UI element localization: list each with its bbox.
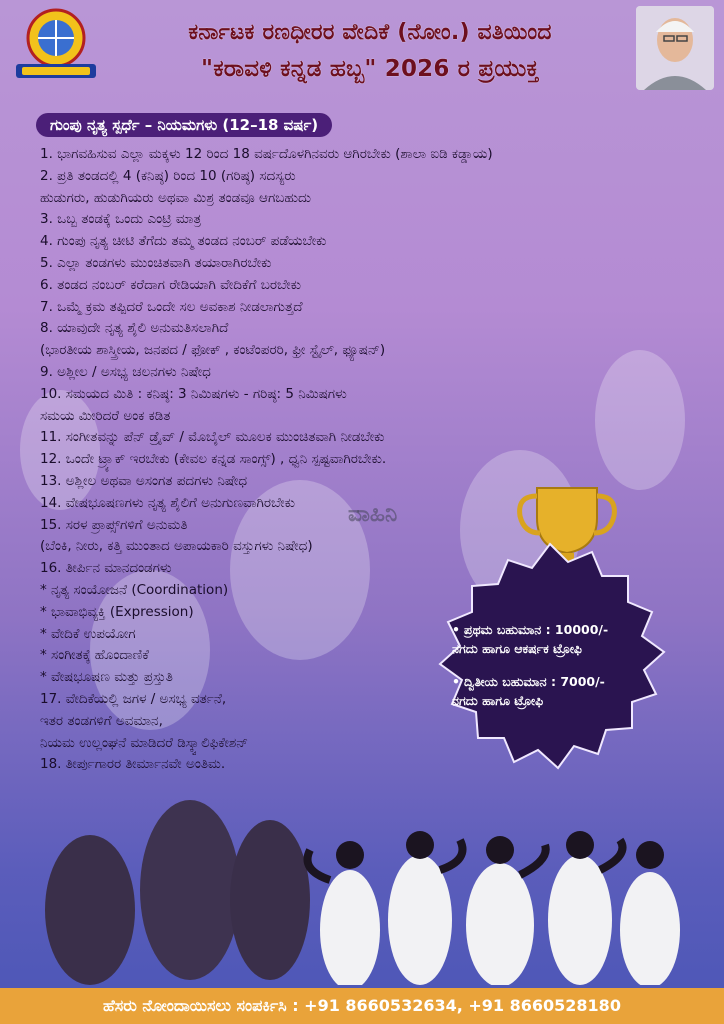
rule-item: ಇತರ ತಂಡಗಳಿಗೆ ಅವಮಾನ, xyxy=(40,712,163,729)
rules-section-heading: ಗುಂಪು ನೃತ್ಯ ಸ್ಪರ್ಧೆ – ನಿಯಮಗಳು (12–18 ವರ್ಷ) xyxy=(36,113,332,137)
rule-item: 4. ಗುಂಪು ನೃತ್ಯ ಚೀಟಿ ತೆಗೆದು ತಮ್ಮ ತಂಡದ ನಂಬರ್ ಪಡೆಯಬೇಕು xyxy=(40,233,327,250)
rule-item: 5. ಎಲ್ಲಾ ತಂಡಗಳು ಮುಂಚಿತವಾಗಿ ತಯಾರಾಗಿರಬೇಕು xyxy=(40,254,272,271)
rule-item: ನಿಯಮ ಉಲ್ಲಂಘನೆ ಮಾಡಿದರೆ ಡಿಸ್ಕ್ವಾಲಿಫಿಕೇಶನ್ xyxy=(40,734,249,751)
rule-item: ಹುಡುಗರು, ಹುಡುಗಿಯರು ಅಥವಾ ಮಿಶ್ರ ತಂಡವೂ ಆಗಬಹುದು xyxy=(40,189,312,206)
rule-item: 17. ವೇದಿಕೆಯಲ್ಲಿ ಜಗಳ / ಅಸಭ್ಯ ವರ್ತನೆ, xyxy=(40,690,227,707)
portrait-photo xyxy=(636,6,714,90)
second-prize-amount: ದ್ವಿತೀಯ ಬಹುಮಾನ : 7000/- xyxy=(464,674,605,689)
rule-item: 18. ತೀರ್ಪುಗಾರರ ತೀರ್ಮಾನವೇ ಅಂತಿಮ. xyxy=(40,756,226,773)
rule-item: 15. ಸರಳ ಪ್ರಾಪ್ಸ್‌ಗಳಿಗೆ ಅನುಮತಿ xyxy=(40,516,188,533)
second-prize-description: ನಗದು ಹಾಗೂ ಟ್ರೋಫಿ xyxy=(452,693,544,708)
rule-item: 2. ಪ್ರತಿ ತಂಡದಲ್ಲಿ 4 (ಕನಿಷ್ಠ) ರಿಂದ 10 (ಗರಿಷ್ಠ) ಸದಸ್ಯರು xyxy=(40,167,296,184)
rule-item: 13. ಅಶ್ಲೀಲ ಅಥವಾ ಅಸಂಗತ ಪದಗಳು ನಿಷೇಧ xyxy=(40,472,248,489)
rule-item: 7. ಒಮ್ಮೆ ಕ್ರಮ ತಪ್ಪಿದರೆ ಒಂದೇ ಸಲ ಅವಕಾಶ ನೀಡಲಾಗುತ್ತದೆ xyxy=(40,298,303,315)
page-title-line1: ಕರ್ನಾಟಕ ರಣಧೀರರ ವೇದಿಕೆ (ನೋಂ.) ವತಿಯಿಂದ xyxy=(188,20,552,45)
rule-item: 1. ಭಾಗವಹಿಸುವ ಎಲ್ಲಾ ಮಕ್ಕಳು 12 ರಿಂದ 18 ವರ್ಷದೊಳಗಿನವರು ಆಗಿರಬೇಕು (ಶಾಲಾ ಐಡಿ ಕಡ್ಡಾಯ) xyxy=(40,146,493,162)
rule-item: * ಭಾವಾಭಿವ್ಯಕ್ತಿ (Expression) xyxy=(40,603,194,620)
dancers-group-image xyxy=(0,760,724,985)
prize-details xyxy=(452,620,652,724)
rule-item: * ವೇದಿಕೆ ಉಪಯೋಗ xyxy=(40,625,136,642)
rule-item: 8. ಯಾವುದೇ ನೃತ್ಯ ಶೈಲಿ ಅನುಮತಿಸಲಾಗಿದೆ xyxy=(40,320,229,337)
first-prize-amount: ಪ್ರಥಮ ಬಹುಮಾನ : 10000/- xyxy=(464,622,609,637)
rule-item: 16. ತೀರ್ಪಿನ ಮಾನದಂಡಗಳು xyxy=(40,560,172,577)
rule-item: 14. ವೇಷಭೂಷಣಗಳು ನೃತ್ಯ ಶೈಲಿಗೆ ಅನುಗುಣವಾಗಿರಬೇಕು xyxy=(40,494,296,511)
rule-item: (ಬೆಂಕಿ, ನೀರು, ಕತ್ತಿ ಮುಂತಾದ ಅಪಾಯಕಾರಿ ವಸ್ತುಗಳು ನಿಷೇಧ) xyxy=(40,538,313,555)
rule-item: * ವೇಷಭೂಷಣ ಮತ್ತು ಪ್ರಸ್ತುತಿ xyxy=(40,669,173,686)
rule-item: * ಸಂಗೀತಕ್ಕೆ ಹೊಂದಾಣಿಕೆ xyxy=(40,647,149,664)
watermark-text: ವಾಹಿನಿ xyxy=(348,502,398,527)
page-title-line2: "ಕರಾವಳಿ ಕನ್ನಡ ಹಬ್ಬ" 2026 ರ ಪ್ರಯುಕ್ತ xyxy=(201,56,539,82)
first-prize: • ಪ್ರಥಮ ಬಹುಮಾನ : 10000/- ನಗದು ಹಾಗೂ ಆಕರ್ಷಕ ಟ್ರೋಫಿ xyxy=(452,620,652,658)
rule-item: 9. ಅಶ್ಲೀಲ / ಅಸಭ್ಯ ಚಲನಗಳು ನಿಷೇಧ xyxy=(40,363,211,380)
first-prize-description: ನಗದು ಹಾಗೂ ಆಕರ್ಷಕ ಟ್ರೋಫಿ xyxy=(452,641,582,656)
rule-item: 11. ಸಂಗೀತವನ್ನು ಪೆನ್ ಡ್ರೈವ್ / ಮೊಬೈಲ್ ಮೂಲಕ ಮುಂಚಿತವಾಗಿ ನೀಡಬೇಕು xyxy=(40,429,385,446)
second-prize: • ದ್ವಿತೀಯ ಬಹುಮಾನ : 7000/- ನಗದು ಹಾಗೂ ಟ್ರೋಫಿ xyxy=(452,672,652,710)
contact-footer: ಹೆಸರು ನೋಂದಾಯಿಸಲು ಸಂಪರ್ಕಿಸಿ : +91 8660532634, +91 8660528180 xyxy=(0,988,724,1024)
rule-item: 6. ತಂಡದ ನಂಬರ್ ಕರೆದಾಗ ರೇಡಿಯಾಗಿ ವೇದಿಕೆಗೆ ಬರಬೇಕು xyxy=(40,276,302,293)
rule-item: (ಭಾರತೀಯ ಶಾಸ್ತ್ರೀಯ, ಜನಪದ / ಫೋಕ್ , ಕಂಟೆಂಪರರಿ, ಫ್ರೀ ಸ್ಟೈಲ್, ಫ್ಯೂಷನ್) xyxy=(40,342,386,359)
rule-item: 12. ಒಂದೇ ಟ್ರ್ಯಾಕ್ ಇರಬೇಕು (ಕೇವಲ ಕನ್ನಡ ಸಾಂಗ್ಸ್) , ಧ್ವನಿ ಸ್ಪಷ್ಟವಾಗಿರಬೇಕು. xyxy=(40,451,387,468)
rule-item: * ನೃತ್ಯ ಸಂಯೋಜನೆ (Coordination) xyxy=(40,581,229,598)
rule-item: 3. ಒಬ್ಬ ತಂಡಕ್ಕೆ ಒಂದು ಎಂಟ್ರಿ ಮಾತ್ರ xyxy=(40,211,202,228)
rule-item: ಸಮಯ ಮೀರಿದರೆ ಅಂಕ ಕಡಿತ xyxy=(40,407,171,424)
organization-logo xyxy=(8,6,104,82)
rule-item: 10. ಸಮಯದ ಮಿತಿ : ಕನಿಷ್ಠ: 3 ನಿಮಿಷಗಳು - ಗರಿಷ್ಠ: 5 ನಿಮಿಷಗಳು xyxy=(40,385,347,402)
